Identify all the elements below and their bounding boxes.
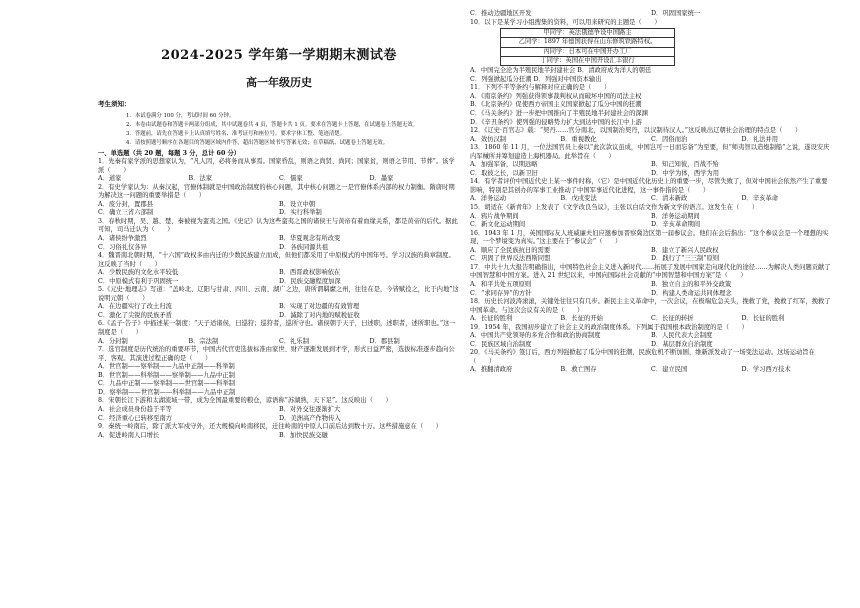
material-row: 丙同学：日本可在中国开办工厂 <box>501 48 674 57</box>
option-list <box>470 195 832 204</box>
answer-option: D．践行了“三三制”原则 <box>651 255 720 263</box>
answer-option: D．《辛丑条约》使列强的侵略势力扩大到达中国的长江中上游 <box>470 118 642 126</box>
answer-option: D．民族交融程度加深 <box>279 277 341 285</box>
answer-option: C．巩固了世界反法西斯同盟 <box>470 255 551 263</box>
answer-option: D．墨家 <box>369 175 394 183</box>
option-list <box>470 161 832 178</box>
answer-option: A．促进岭南人口增长 <box>98 431 160 439</box>
left-column <box>98 10 460 440</box>
notice-item: 1．本试卷满分 100 分，考试时间 60 分钟。 <box>126 112 235 119</box>
answer-option: B．救亡图存 <box>560 366 597 374</box>
answer-option: A．鸦片战争期间 <box>470 212 519 220</box>
option-list <box>470 366 832 375</box>
question-stem: 11．下列不平等条约与解释对应正确的是（ ） <box>470 84 611 92</box>
notice-item: 4．请按照题号顺序在各题目的答题区域内作答，超出答题区域书写答案无效；在草稿纸、试题卷上答题无效。 <box>126 139 389 146</box>
answer-option: A．洋务运动 <box>470 195 507 203</box>
answer-option: B．法家 <box>188 175 213 183</box>
question-q16 <box>470 230 832 264</box>
answer-option: D．郡县制 <box>369 337 400 345</box>
question-q4 <box>98 252 460 286</box>
answer-option: D．辛亥革命期间 <box>651 221 701 229</box>
answer-option: B．世官制——科举制——察举制——九品中正制 <box>98 371 235 379</box>
question-stem: 17．中共十九大报告明确指出，中国特色社会主义进入新时代……拓展了发展中国家走向现代化的途径……为解决人类问题贡献了中国智慧和中国方案。进入 21 世纪以来，中国向国际社会贡献的“中国智慧和中国方案”是（ ） <box>470 263 831 280</box>
question-q14 <box>470 178 832 204</box>
question-stem: 6.《孟子·告子》中描述某一制度：“天子适诸侯，曰巡狩；巡狩者，巡所守也。诸侯朝于天子，曰述职，述职者，述所职也。”这一制度是（ ） <box>98 320 456 337</box>
option-list <box>470 10 832 19</box>
answer-option: C．因俗而治 <box>651 135 688 143</box>
option-list <box>470 332 832 349</box>
answer-option: D．辛亥革命 <box>741 195 779 203</box>
question-q7 <box>98 346 460 397</box>
answer-option: A．加强军备，以期远略 <box>470 161 538 169</box>
option-list <box>98 201 460 218</box>
answer-option: D．各族同源共祖 <box>279 243 329 251</box>
answer-option: B．对外交往逐渐扩大 <box>279 405 341 413</box>
answer-option: A．和平共处五项原则 <box>470 280 532 288</box>
question-q6 <box>98 320 460 346</box>
question-stem: 13．1860 年 11 月，一位法国官员上奏以“此次款议虽成，中国岂可一日而忘备”为至要，但“师夷智以造炮制船”之说，遂设安庆内军械所并筹划建造上海机器局。此举旨在（ ） <box>470 144 830 160</box>
question-q13 <box>470 144 832 178</box>
option-list <box>470 281 832 298</box>
right-column <box>470 10 832 375</box>
answer-option: D．滅除了对内地的赋税征收 <box>279 311 360 319</box>
answer-option: C．列强掀起瓜分狂潮 D．列强对中国资本输出 <box>470 75 602 83</box>
answer-option: B．《北京条约》促使西方帝国主义国家掀起了瓜分中国的狂潮 <box>470 101 642 109</box>
right-question-list <box>470 10 832 375</box>
question-q3 <box>98 218 460 252</box>
left-question-list <box>98 158 460 440</box>
question-q17 <box>470 264 832 298</box>
option-list <box>98 406 460 423</box>
question-stem: 18．历史长河波涛滚滚，关键处往往只有几步。新民主主义革命中，一次会议，在极端危急关头，挽救了党，挽救了红军，挽救了中国革命。与这次会议有关的是（ ） <box>470 298 831 314</box>
question-q19 <box>470 324 832 350</box>
answer-option: B．长征的开始 <box>560 315 603 323</box>
option-list <box>470 213 832 230</box>
notice-item: 3．答题前，请先在答题卡上认真填写姓名、准考证号和座位号。要求字体工整、笔迹清楚。 <box>126 130 346 137</box>
answer-option: B．洋务运动期间 <box>651 212 700 220</box>
answer-option: A．少数民族的文化水平较低 <box>98 269 179 277</box>
question-stem: 9．秦统一岭南后，除了派大军戍守外，还大规模向岭南移民，迁往岭南的中原人口前后达到数十万。这些措施意在（ ） <box>98 423 443 431</box>
answer-option: C．中原模式有利于巩固统一 <box>98 277 179 285</box>
option-list <box>470 67 832 84</box>
option-list <box>98 269 460 286</box>
answer-option: A．中国完全沦为半殖民地半封建社会 B．清政府成为洋人的朝廷 <box>470 67 652 75</box>
answer-option: C．九品中正制——察举制——世官制——科举制 <box>98 380 236 388</box>
answer-option: A．推翻清政府 <box>470 366 513 374</box>
notice-heading: 考生须知： <box>98 100 131 108</box>
answer-option: A．中国共产党领导的多党合作和政治协商制度 <box>470 332 601 340</box>
material-row: 甲同学：英法俄德争设中国路主 <box>501 29 674 38</box>
question-stem: 12．《辽史·百官志》载：“契丹……官分南北，以国制治契丹，以汉制待汉人。”这反映出辽朝社会治理的特点是（ ） <box>470 127 802 135</box>
answer-option: D．长征的胜利 <box>741 315 785 323</box>
question-stem: 2．有史学家认为：从秦汉起，官僚体制就是中国政治制度的核心问题，其中核心问题之一是官僚体系内部的权力制衡。隋唐时期为解决这一问题的重要举措是（ ） <box>98 183 455 200</box>
material-row: 乙同学：1897 年德国获得在山东修筑铁路特权。 <box>501 38 674 47</box>
question-q8 <box>98 397 460 423</box>
answer-option: C．“求同存异”的方针 <box>470 289 532 297</box>
answer-option: C．长征的转折 <box>651 315 694 323</box>
answer-option: C．经济重心已转移至南方 <box>98 414 173 422</box>
answer-option: A．效仿汉制 <box>470 135 507 143</box>
question-stem: 3．春秋时期，吴、越、楚、秦被视为蛮夷之国。《史记》认为这些蛮夷之国的诸侯王与黄帝有着血缘关系，都是黄帝的后代。据此可知，司马迁认为（ ） <box>98 217 458 234</box>
question-q9b <box>470 10 832 19</box>
exam-notice <box>98 100 460 148</box>
answer-option: B．知己知彼，百战不殆 <box>651 161 719 169</box>
answer-option: A．道家 <box>98 175 122 183</box>
option-list <box>470 315 832 324</box>
option-list <box>470 247 832 264</box>
answer-option: B．西晋政权影响依在 <box>279 269 341 277</box>
answer-option: C．新文化运动期间 <box>470 221 526 229</box>
exam-title: 2024-2025 学年第一学期期末测试卷 <box>161 48 397 63</box>
answer-option: D．美洲高产作物传入 <box>279 414 341 422</box>
material-row: 丁同学：英国在中国开设汇丰银行 <box>540 56 635 64</box>
answer-option: A．顺应了全民族抗日的需要 <box>470 246 551 254</box>
question-stem: 4．魏晋南北朝时期，“十六国”政权多由内迁的少数民族建立而成，但他们都采用了中原模式的中国年号。学习汉族的典章制度。这反映了当时（ ） <box>98 252 455 268</box>
section-heading: 一、单选题（共 20 题，每题 3 分，总计 60 分） <box>98 149 241 157</box>
option-list <box>98 303 460 320</box>
answer-option: B．宗法制 <box>188 337 219 345</box>
option-list <box>98 432 460 441</box>
question-stem: 14．有学者评价中国近代史上某一事件时称，（它）是中国近代化历史上的重要一步，尽管失败了，但对中国社会依然产生了重要影响，特别是其创办的军事工业推动了中国军事近代化进程，这一事件指的是（ ） <box>470 178 828 194</box>
question-q12 <box>470 127 832 144</box>
answer-option: A．诸侯纷争激烈 <box>98 235 147 243</box>
question-stem: 10．以下是某学习小组搜集的资料，可以用来研究的主题是（ ） <box>470 18 661 26</box>
question-stem: 16．1943 年 1 月，英国国际友人班威廉夫妇应邀参加晋察冀边区第一届参议会。他们在会后指出：“这个参议会是一个理想的实现，一个梦境变为真实。”这主要在于“参议会”（ ） <box>470 229 829 246</box>
exam-subtitle: 高一年级历史 <box>246 76 312 89</box>
material-table <box>500 28 675 66</box>
question-stem: 19．1954 年，我国初步建立了社会主义的政治制度体系。下列属于我国根本政治制度的是（ ） <box>470 323 748 331</box>
answer-option: C．取彼之长，以新卫旧 <box>470 169 538 177</box>
answer-option: C．清末新政 <box>651 195 688 203</box>
option-list <box>470 93 832 127</box>
answer-option: A．在边疆实行了改土归流 <box>98 303 172 311</box>
answer-option: B．加快民族交融 <box>279 431 328 439</box>
answer-option: A．《南京条约》列强获得领事裁判权从而破坏中国的司法主权 <box>470 92 642 100</box>
answer-option: D．礼法并用 <box>741 135 779 143</box>
notice-item: 2．本卷由试题卷和答题卡两部分组成，其中试题卷共 4 页，答题卡共 1 页。要求在答题卡上答题，在试题卷上答题无效。 <box>126 121 419 128</box>
question-q11 <box>470 84 832 127</box>
question-q20 <box>470 349 832 375</box>
answer-option: A．世官制——察举制——九品中正制——科举制 <box>98 363 235 371</box>
answer-option: B．实现了对边疆的有效管理 <box>279 303 360 311</box>
answer-option: C．儒家 <box>279 175 303 183</box>
answer-option: A．长征的胜利 <box>470 315 513 323</box>
answer-option: B．华夏观念有所改变 <box>279 235 341 243</box>
question-stem: 5.《元史·地理志》写道：“盖岭北、辽阳与甘肃、四川、云南、湖广之边，唐所谓羁縻之州，往往在是，今皆赋役之，比于内地”这说明元朝（ ） <box>98 286 459 302</box>
question-q10 <box>470 19 832 85</box>
answer-option: A．废分封，置郡县 <box>98 200 153 208</box>
question-stem: 20．《马关条约》签订后，西方列强掀起了瓜分中国的狂潮，民族危机不断加剧，维新派发动了一场变法运动。这场运动旨在（ ） <box>470 349 815 365</box>
question-stem: 1．先秦有家学派的思想家认为，“凡人因，必将务而从事焉。国家昏乱，则语之尚贤、尚同；国家贫，则语之节用、节葬”。该学派（ ） <box>98 158 455 174</box>
answer-option: D．巩固国家统一 <box>651 10 701 17</box>
option-list <box>98 338 460 347</box>
question-stem: 8．宋朝长江下游和太湖流域一带，成为全国最重要的粮仓，谚语称“苏湖熟，天下足”。这反映出（ ） <box>98 397 392 405</box>
question-q5 <box>98 286 460 320</box>
answer-option: B．独立自主的和平外交政策 <box>651 280 732 288</box>
answer-option: A．社会成员身份趋于平等 <box>98 405 172 413</box>
answer-option: C．礼乐制 <box>279 337 310 345</box>
answer-option: B．重视教化 <box>560 135 597 143</box>
answer-option: C．激化了尖锐的民族矛盾 <box>98 311 173 319</box>
answer-option: D．中学为体，西学为用 <box>651 169 720 177</box>
question-q9 <box>98 423 460 440</box>
question-stem: 7．选官制度是历代统治的重要环节，中国古代官吏选拔标准由家世、财产逐渐发展到才学，形式日益严密，选拔标准逐步趋向公平、客观。其演进过程正确的是（ ） <box>98 346 455 362</box>
option-list <box>470 136 832 145</box>
answer-option: D．察举制——世官制——科举制——九品中正制 <box>98 388 236 396</box>
answer-option: B．戊戌变法 <box>560 195 597 203</box>
option-list <box>98 363 460 397</box>
answer-option: C．推动边疆地区开发 <box>470 10 532 17</box>
answer-option: B．人民代表大会制度 <box>651 332 713 340</box>
answer-option: C．建立民国 <box>651 366 688 374</box>
answer-option: C．习俗礼仪各异 <box>98 243 147 251</box>
question-q18 <box>470 298 832 324</box>
answer-option: A．分封制 <box>98 337 128 345</box>
option-list <box>98 175 460 184</box>
question-q2 <box>98 184 460 218</box>
question-q1 <box>98 158 460 184</box>
answer-option: B．建立了新兴人民政权 <box>651 246 719 254</box>
answer-option: C．确立三省六部制 <box>98 209 154 217</box>
question-stem: 15．胡适在《新青年》上发表了《文学改良刍议》，主张以白话文作为新文学的语言。这发生在（ ） <box>470 204 759 212</box>
answer-option: D．基层群众自治制度 <box>651 340 713 348</box>
answer-option: D．实行科举制 <box>279 209 322 217</box>
answer-option: B．设立中朝 <box>279 200 316 208</box>
answer-option: C．民族区域自治制度 <box>470 340 532 348</box>
option-list <box>98 235 460 252</box>
answer-option: C．《马关条约》进一步把中国推向了半殖民地半封建社会的深渊 <box>470 110 648 118</box>
answer-option: D．学习西方技术 <box>741 366 791 374</box>
answer-option: D．构建人类命运共同体理念 <box>651 289 732 297</box>
question-q15 <box>470 204 832 230</box>
